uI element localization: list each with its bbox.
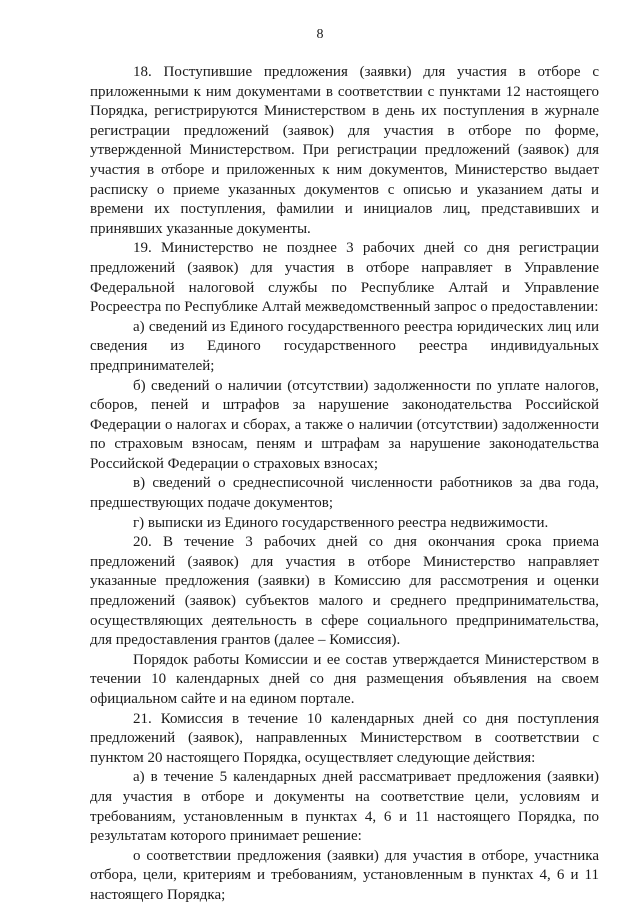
paragraph-20: 20. В течение 3 рабочих дней со дня окончания срока приема предложений (заявок) для участия в отборе Министерство направляет указанные предложения (заявки) в Комиссию для рассмотрения и оценки предложений (заявок) субъектов малого и среднего предпринимательства, осуществляющих деятельность в сфере социального предпринимательства, для предоставления грантов (далее – Комиссия). (90, 534, 599, 649)
paragraph-20-commission-procedure: Порядок работы Комиссии и ее состав утверждается Министерством в течении 10 календарных дней со дня размещения объявления на своем официальном сайте и на едином портале. (90, 651, 599, 707)
paragraph-19-item-g: г) выписки из Единого государственного реестра недвижимости. (133, 514, 549, 531)
paragraph-19: 19. Министерство не позднее 3 рабочих дней со дня регистрации предложений (заявок) для участия в отборе направляет в Управление Федеральной налоговой службы по Республике Алтай и Управление Росреестра по Республике Алтай межведомственный запрос о предоставлении: (90, 240, 599, 316)
paragraph-19-item-a: а) сведений из Единого государственного реестра юридических лиц или сведения из Единого государственного реестра индивидуальных предпринимателей; (90, 318, 599, 374)
paragraph-18: 18. Поступившие предложения (заявки) для участия в отборе с приложенными к ним документами в соответствии с пунктами 12 настоящего Порядка, регистрируются Министерством в день их поступления в журнале регистрации предложений (заявок) для участия в отборе по форме, утвержденной Министерством. При регистрации предложений (заявок) для участия в отборе и приложенных к ним документов, Министерство выдает расписку о приеме указанных документов с описью и указанием даты и времени их поступления, фамилии и инициалов лиц, представивших и принявших указанные документы. (90, 64, 599, 237)
document-body (90, 63, 599, 906)
paragraph-21: 21. Комиссия в течение 10 календарных дней со дня поступления предложений (заявок), направленных Министерством в соответствии с пунктом 20 настоящего Порядка, осуществляет следующие действия: (90, 710, 599, 766)
paragraph-21-decision: о соответствии предложения (заявки) для участия в отборе, участника отбора, цели, критериям и требованиям, установленным в пунктах 4, 6 и 11 настоящего Порядка; (90, 847, 599, 903)
page-number: 8 (316, 27, 324, 42)
paragraph-19-item-v: в) сведений о среднесписочной численности работников за два года, предшествующих подаче документов; (90, 475, 599, 512)
paragraph-19-item-b: б) сведений о наличии (отсутствии) задолженности по уплате налогов, сборов, пеней и штрафов за нарушение законодательства Российской Федерации о налогах и сборах, а также о наличии (отсутствии) задолженности по страховым взносам, пеням и штрафам за нарушение законодательства Российской Федерации о страховых взносах; (90, 377, 599, 472)
paragraph-21-item-a: а) в течение 5 календарных дней рассматривает предложения (заявки) для участия в отборе и документы на соответствие цели, условиям и требованиям, установленным в пунктах 4, 6 и 11 настоящего Порядка, по результатам которого принимает решение: (90, 769, 599, 845)
